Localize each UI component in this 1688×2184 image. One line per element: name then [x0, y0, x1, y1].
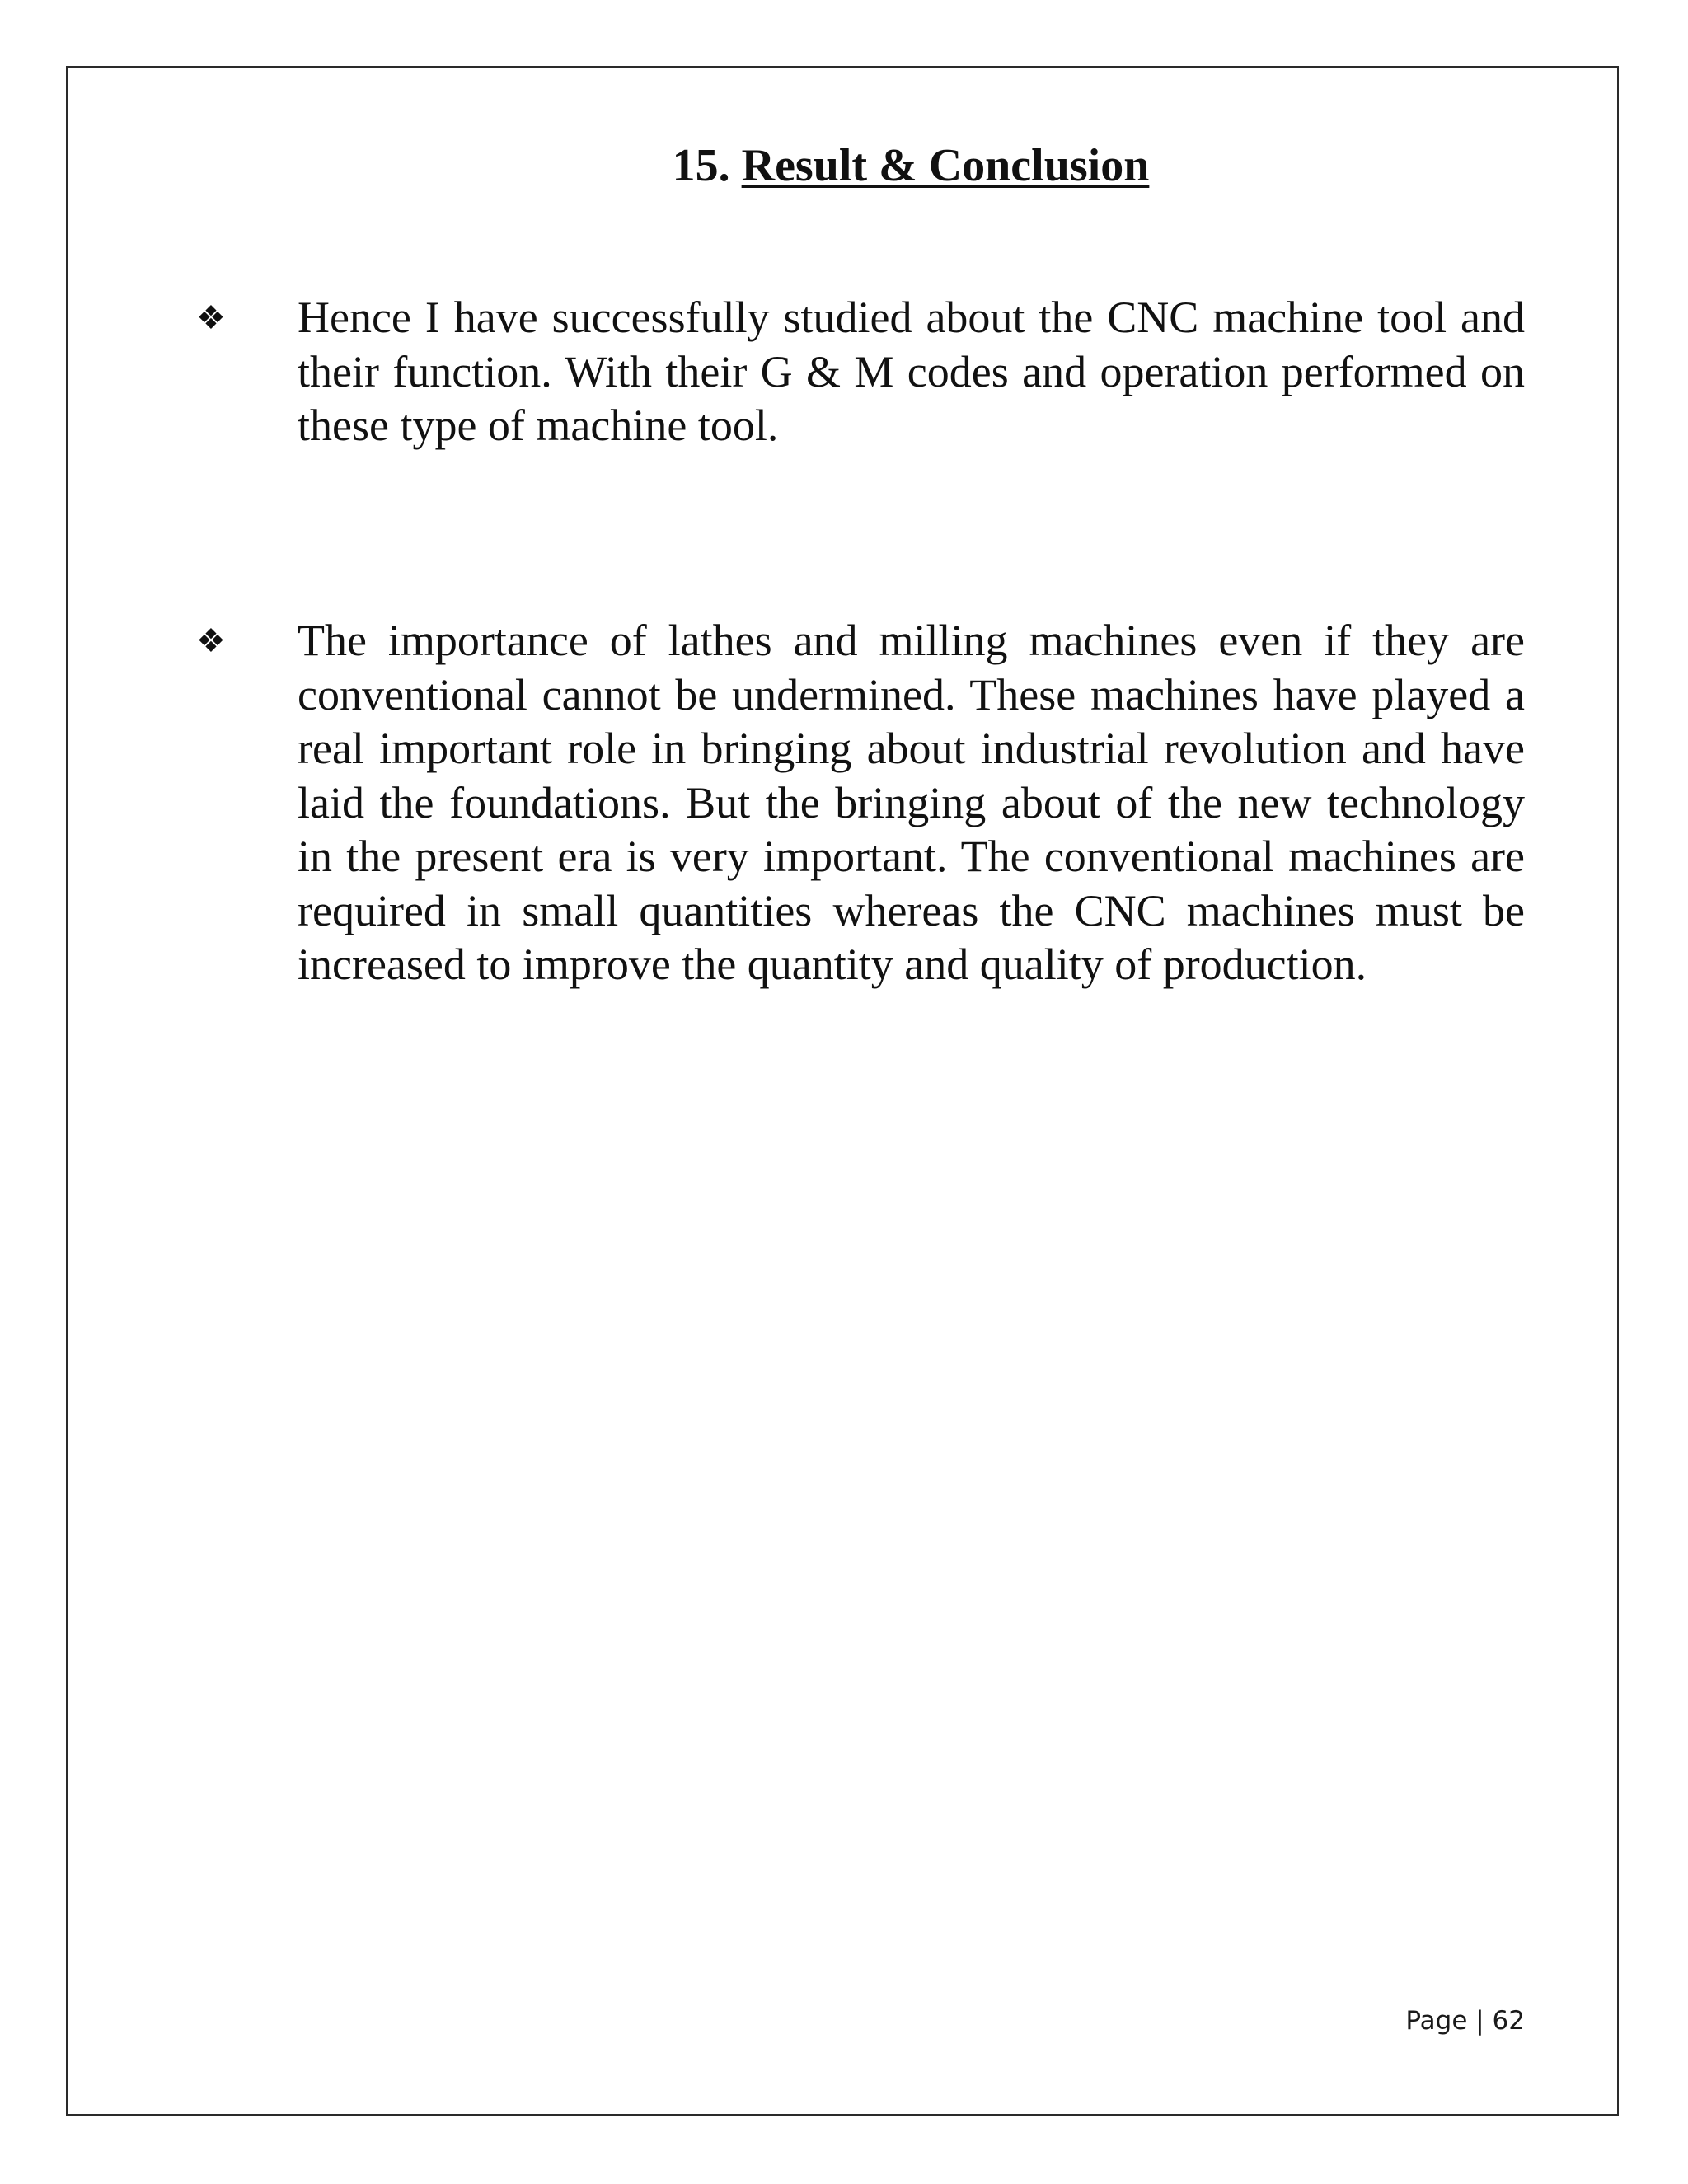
- page-number: Page | 62: [1405, 2006, 1525, 2036]
- section-title: Result & Conclusion: [741, 140, 1150, 191]
- diamond-bullet-icon: ❖: [196, 299, 226, 336]
- page-title: [66, 137, 1688, 194]
- conclusion-paragraph: Hence I have successfully studied about the CNC machine tool and their function. With their G & M codes and operation performed on these type of machine tool.: [298, 293, 1525, 450]
- section-number: 15.: [672, 140, 730, 191]
- diamond-bullet-icon: ❖: [196, 622, 226, 659]
- conclusion-paragraph: The importance of lathes and milling machines even if they are conventional cannot be undermined. These machines have played a real important role in bringing about industrial revolution and have laid the foundations. But the bringing about of the new technology in the present era is very important. The conventional machines are required in small quantities whereas the CNC machines must be increased to improve the quantity and quality of production.: [298, 616, 1525, 989]
